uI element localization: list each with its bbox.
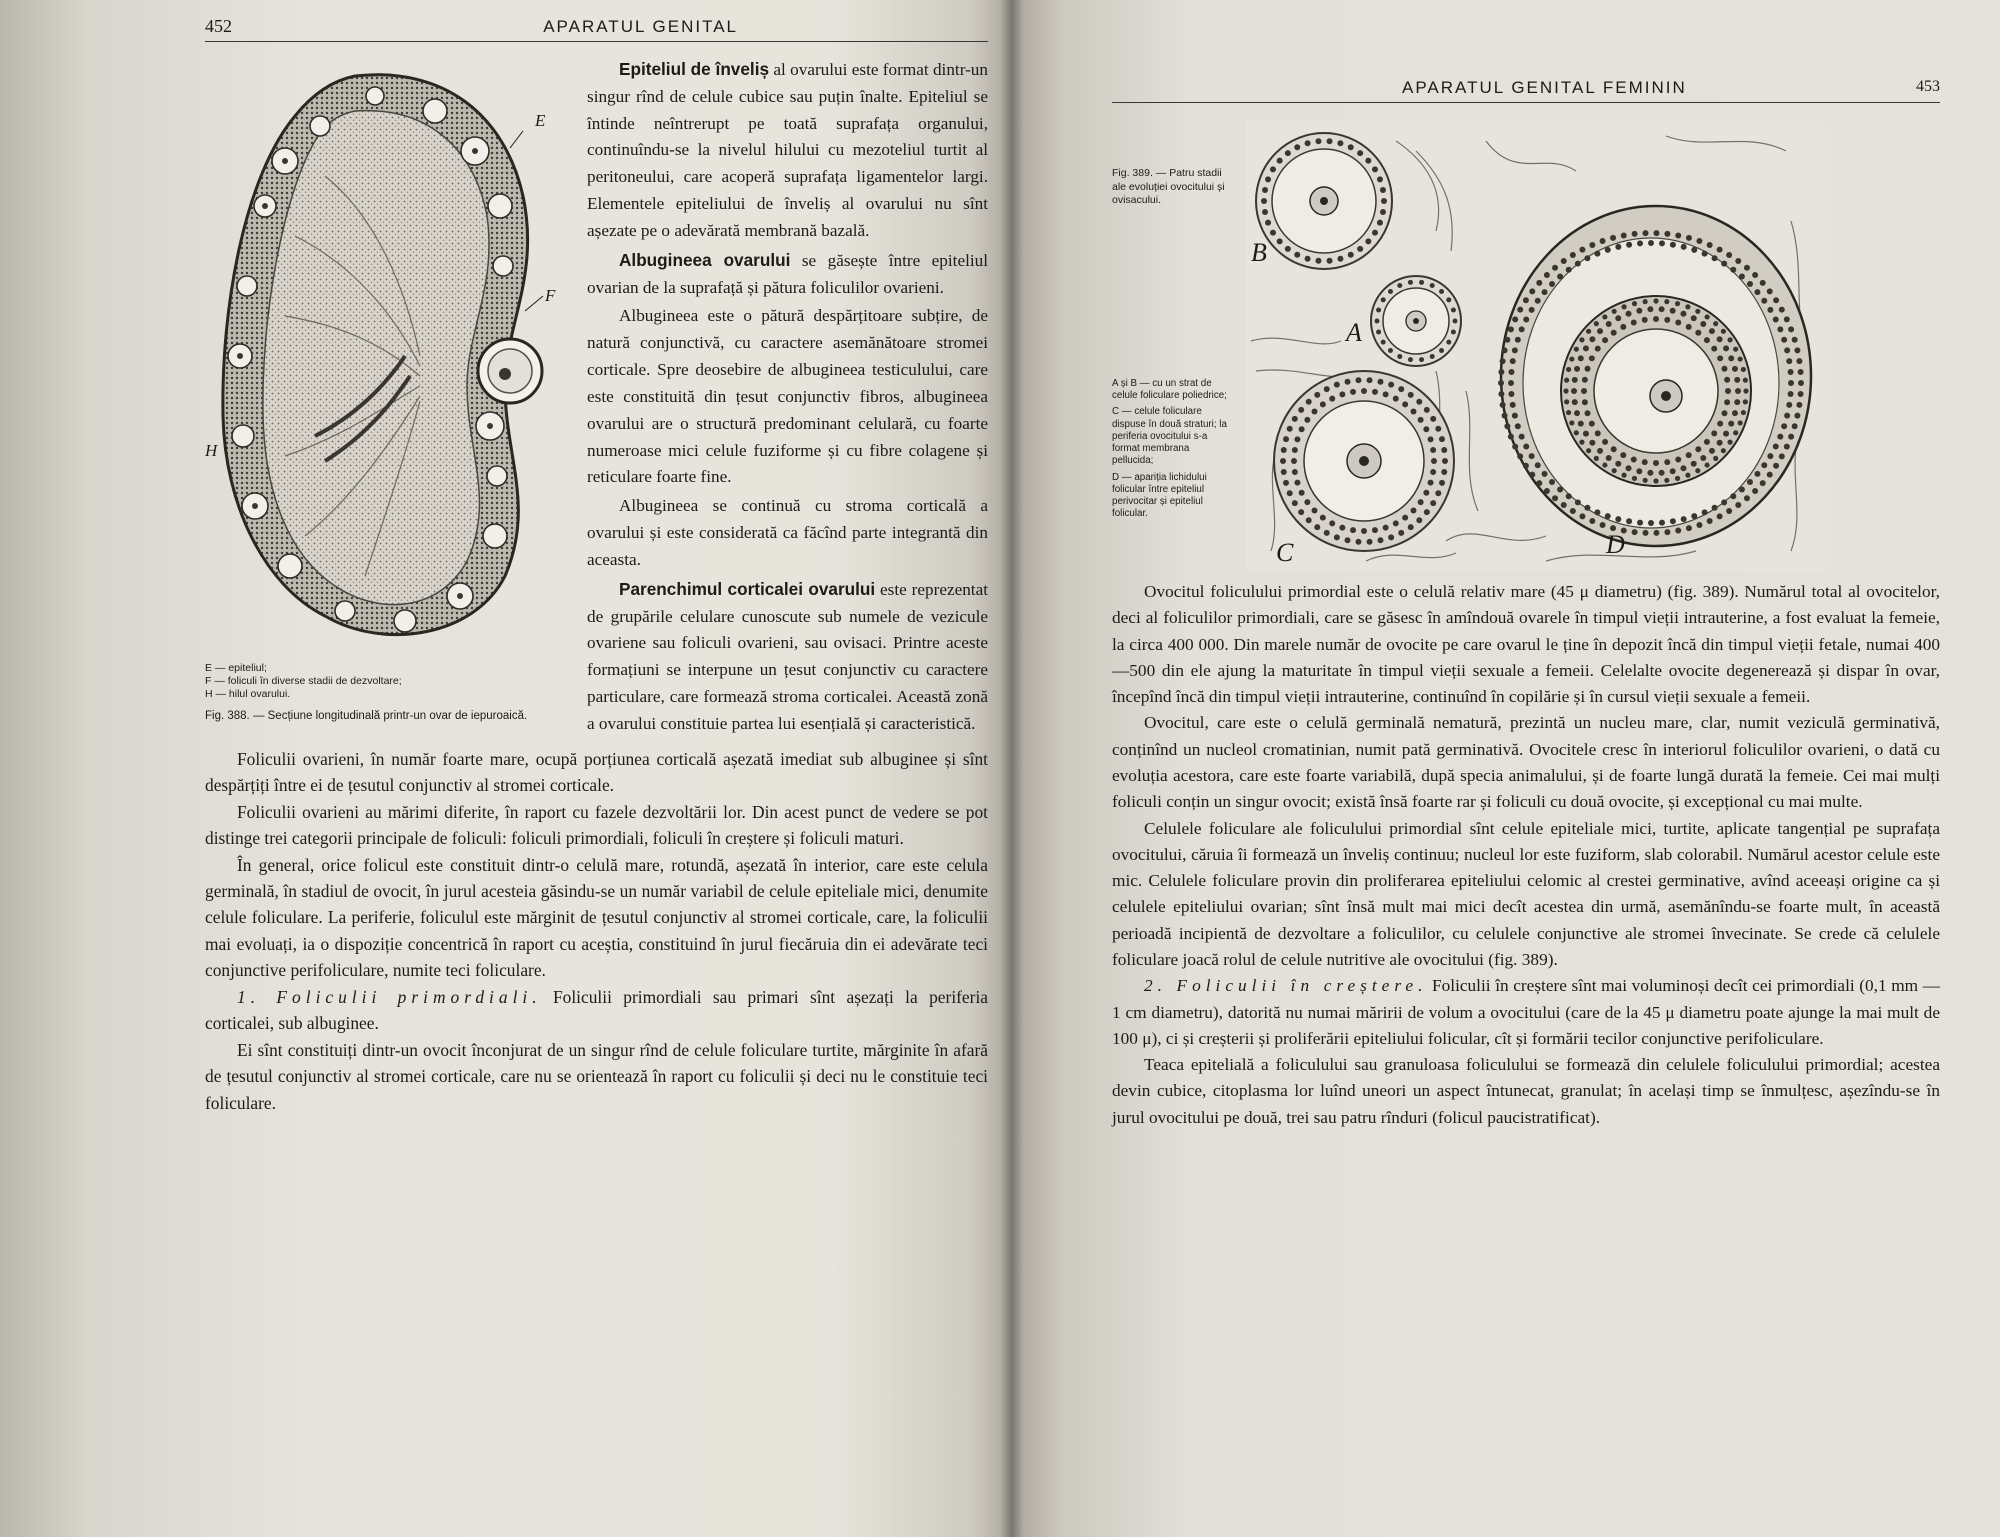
legend-line: E — epiteliul; [205,662,267,674]
ovary-section-illustration [205,56,565,656]
paragraph: Foliculii ovarieni au mărimi diferite, în raport cu fazele dezvoltării lor. Din acest punct de vedere se pot distinge trei categorii principale de foliculi: foliculi primordiali, foliculi în creștere și foliculi maturi. [205,801,988,849]
right-running-head: APARATUL GENITAL FEMININ [1402,78,1687,97]
follicle-A [1371,276,1461,366]
paragraph: 1. Foliculii primordiali. Foliculii primordiali sau primari sînt așezați la periferia corticalei, sub albuginee. [205,986,988,1034]
figure-389-text [1112,121,1232,571]
legend-line: C — celule foliculare dispuse în două straturi; la periferia ovocitului s-a format membrana pellucida; [1112,406,1227,467]
label-C: C [1276,538,1294,567]
legend-line: D — apariția lichidului folicular între epiteliul perivocitar și epiteliul folicular. [1112,471,1207,520]
paragraph: 2. Foliculii în creștere. Foliculii în creștere sînt mai voluminoși decît cei primordiali (0,1 mm — 1 cm diametru), datorită nu numai măririi de volum a ovocitului (care de la 45 μ diametru poate ajunge la mai mult de 100 μ), ci și creșterii și proliferării epiteliului folicular, cît și formării tecilor conjunctive perifoliculare. [1112,976,1940,1048]
book-gutter [1000,0,1024,1537]
paragraph: Albugineea ovarului se găsește între epiteliul ovarian de la suprafață și pătura foliculilor ovarieni. [587,249,988,297]
paragraph: Ovocitul, care este o celulă germinală nematură, prezintă un nucleu mare, clar, numit veziculă germinativă, conținînd un nucleol cromatinian, numit pată germinativă. Ovocitele cresc în interiorul foliculilor ovarieni, o dată cu evoluția acestora, care este foarte variabilă, după specia animalului, și de foarte lungă durată la femeie. Cei mai mulți foliculi conțin un singur ovocit; există însă foarte rar și foliculi cu două ovocite, și excepțional cu mai multe. [1112,713,1940,812]
paragraph: Epiteliul de înveliș al ovarului este format dintr-un singur rînd de celule cubice sau puțin înalte. Epiteliul se întinde neîntrerupt pe toată suprafața organului, continuîndu-se la nivelul hilului cu mezoteliul turtit al peritoneului, care acoperă suprafața ligamentelor largi. Elementele epiteliului de înveliș al ovarului nu sînt așezate pe o adevărată membrană bazală. [587,59,988,240]
paragraph: Parenchimul corticalei ovarului este reprezentat de grupările celulare cunoscute sub numele de vezicule ovariene sau foliculi ovarieni, sau ovisaci. Printre aceste formațiuni se interpune un țesut conjunctiv cu caractere particulare, care formează stroma corticalei. Această zonă a ovarului constituie partea lui esențială și caracteristică. [587,578,988,733]
legend-line: H — hilul ovarului. [205,688,291,701]
figure-388-legend [205,662,565,701]
follicle-D [1501,206,1811,546]
right-page [1012,0,2000,1537]
paragraph: Albugineea este o pătură despărțitoare subțire, de natură conjunctivă, cu caractere asemănătoare stromei corticale. Spre deosebire de albugineea testiculului, care este constituită din țesut conjunctiv fibros, albugineea ovarului are o structură predominant celulară, cu foarte numeroase mici celule fuziforme și cu fibre colagene și reticulare foarte fine. [587,306,988,487]
label-B: B [1251,238,1267,267]
right-body-text [1112,579,1940,1131]
left-body-text [205,746,988,1116]
follicle-B [1256,133,1392,269]
figure-389-legend [1112,378,1232,521]
label-D: D [1606,530,1625,559]
left-text-column [587,56,988,740]
figure-389-caption: Fig. 389. — Patru stadii ale evoluției ovocitului și ovisacului. [1112,167,1225,207]
follicle-C [1274,371,1454,551]
paragraph: Foliculii ovarieni, în număr foarte mare, ocupă porțiunea corticală așezată imediat sub albuginee și sînt despărțiți între ei de țesutul conjunctiv al stromei corticale. [205,748,988,796]
item-1-heading: 1. Foliculii primordiali. [237,986,542,1007]
legend-line: A și B — cu un strat de celule foliculare poliedrice; [1112,377,1227,402]
follicle-stages-illustration [1246,121,1826,571]
item-2-heading: 2. Foliculii în creștere. [1144,976,1428,996]
figure-388-caption: Fig. 388. — Secțiune longitudinală printr-un ovar de iepuroaică. [205,710,528,723]
right-page-header [1112,78,1940,103]
paragraph: Albugineea se continuă cu stroma corticală a ovarului și este considerată ca făcînd parte integrantă din aceasta. [587,496,988,569]
paragraph: Teaca epitelială a foliculului sau granuloasa foliculului se formează din celulele foliculului primordial; acestea devin cubice, citoplasma lor luînd uneori un aspect întunecat, granulat; în același timp se înmulțesc, așezîndu-se în jurul ovocitului pe două, trei sau patru rînduri (folicul paucistratificat). [1112,1055,1940,1127]
paragraph: Celulele foliculare ale foliculului primordial sînt celule epiteliale mici, turtite, aplicate tangențial pe suprafața ovocitului, căruia îi formează un înveliș continuu; nucleul lor este fuziform, slab colorabil. Numărul acestor celule este mic. Celulele foliculare provin din proliferarea epiteliului celomic al crestei germinative, avînd aceeași origine ca și celulele epiteliului ovarian; sînt însă mult mai mici decît acestea din urmă, asemănîndu-se foarte mult, în această perioadă incipientă de dezvoltare a foliculilor, cu celulele conjunctive ale stromei învecinate. Se crede că celulele foliculare joacă rolul de celule nutritive ale ovocitului (fig. 389). [1112,818,1940,969]
left-page-header [205,16,988,42]
label-E: E [535,111,546,130]
label-H: H [205,441,218,460]
paragraph: Ovocitul foliculului primordial este o celulă relativ mare (45 μ diametru) (fig. 389). Numărul total al ovocitelor, deci al foliculilor primordiali, care se găsesc în amîndouă ovarele în timpul vieții intrauterine, a fost evaluat la femeie, la circa 400 000. Din marele număr de ovocite pe care ovarul le ține în depozit încă din timpul vieții fetale, numai 400—500 din ele ajung la maturitate în timpul vieții sexuale a femeii. Celelalte ovocite degenerează și dispar în ovar, începînd încă din timpul vieții intrauterine, continuînd în copilărie și în cursul vieții sexuale a femeii. [1112,582,1940,707]
right-page-number: 453 [1916,78,1940,95]
left-page-number: 452 [205,16,232,36]
paragraph: În general, orice folicul este constituit dintr-o celulă mare, rotundă, așezată în interior, care este celula germinală, în stadiul de ovocit, în jurul acesteia găsindu-se un număr variabil de celule epiteliale mici, denumite celule foliculare. La periferie, foliculul este mărginit de țesutul conjunctiv al stromei corticale, care, la foliculii mai evoluați, ia o dispoziție concentrică în raport cu aceștia, constituind în jurul fiecăruia din ei adevărate teci conjunctive perifoliculare, numite teci foliculare. [205,854,988,981]
paragraph: Ei sînt constituiți dintr-un ovocit înconjurat de un singur rînd de celule foliculare turtite, mărginite în afară de țesutul conjunctiv al stromei corticale, care nu se orientează în raport cu foliculii și deci nu le constituie teci foliculare. [205,1039,988,1113]
label-A: A [1346,318,1362,347]
figure-388 [205,56,565,740]
legend-line: F — foliculi în diverse stadii de dezvoltare; [205,675,402,688]
left-running-head: APARATUL GENITAL [543,17,738,36]
label-F: F [545,286,556,305]
